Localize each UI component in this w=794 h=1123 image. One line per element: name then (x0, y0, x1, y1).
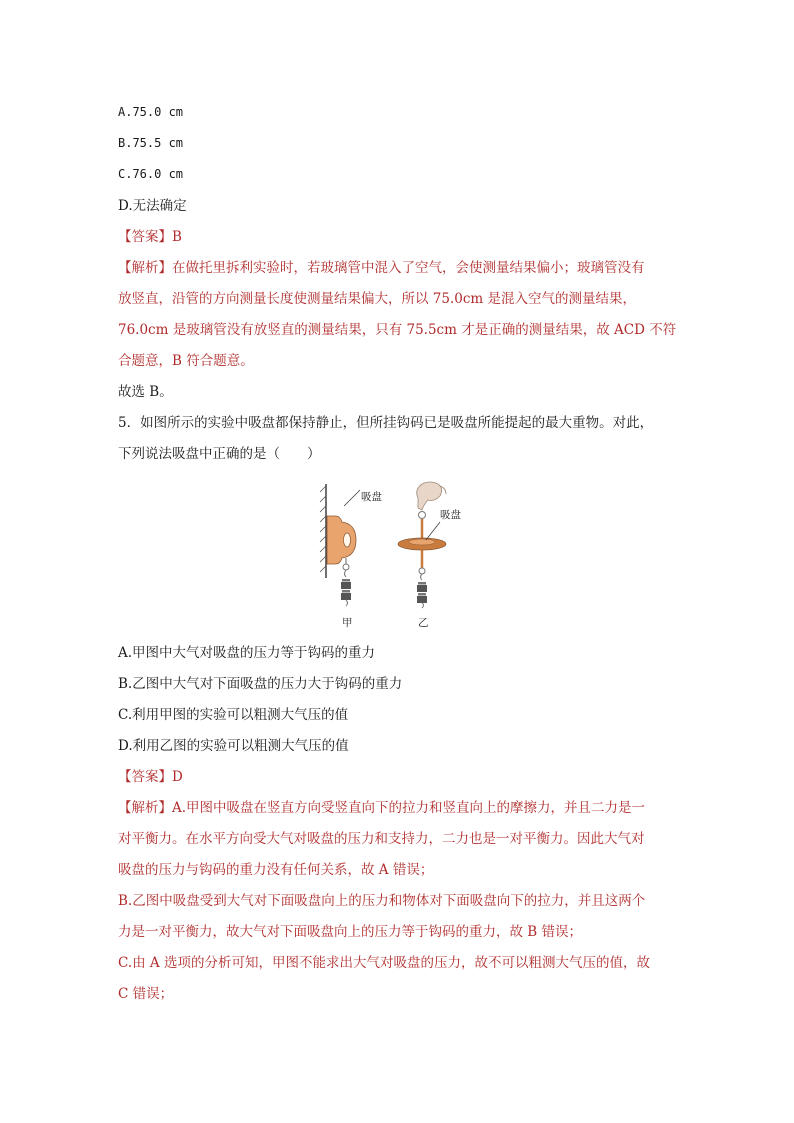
analysis-line-3: 76.0cm 是玻璃管没有放竖直的测量结果，只有 75.5cm 才是正确的测量结果，故 ACD 不符 (118, 322, 677, 338)
analysis-line-2: 放竖直，沿管的方向测量长度使测量结果偏大，所以 75.0cm 是混入空气的测量结果， (118, 291, 637, 307)
left-hook-weights (341, 558, 351, 606)
q5-analysis-label: 【解析】 (118, 800, 172, 816)
left-suction-cup (327, 516, 356, 564)
analysis-label: 【解析】 (118, 260, 172, 276)
option-d: D.无法确定 (118, 198, 187, 214)
conclusion-line: 故选 B。 (118, 384, 173, 400)
q5-option-b: B.乙图中大气对下面吸盘的压力大于钩码的重力 (118, 676, 403, 692)
left-label-pointer (344, 490, 360, 506)
answer-value: B (172, 229, 182, 245)
right-label-pointer (426, 522, 440, 540)
q5-analysis-line-4: B.乙图中吸盘受到大气对下面吸盘向上的压力和物体对下面吸盘向下的拉力，并且这两个 (118, 893, 646, 909)
analysis-line-4: 合题意，B 符合题意。 (118, 353, 254, 369)
answer-line (118, 227, 182, 247)
q5-analysis-text: A.甲图中吸盘在竖直方向受竖直向下的拉力和竖直向上的摩擦力，并且二力是一 (172, 800, 646, 816)
caption-right: 乙 (418, 617, 429, 629)
option-a: A.75.0 cm (118, 105, 184, 119)
option-b: B.75.5 cm (118, 136, 184, 150)
right-suction-cups (398, 512, 446, 569)
q5-analysis-line-2: 对平衡力。在水平方向受大气对吸盘的压力和支持力，二力也是一对平衡力。因此大气对 (118, 831, 645, 847)
hand-icon (417, 482, 446, 510)
right-hook-weights (417, 568, 427, 608)
wall (320, 484, 326, 578)
suction-cup-diagram (318, 478, 488, 633)
analysis-text: 在做托里拆利实验时，若玻璃管中混入了空气，会使测量结果偏小；玻璃管没有 (172, 260, 645, 276)
suction-cup-figure (318, 478, 488, 633)
caption-left: 甲 (342, 617, 353, 629)
q5-option-c: C.利用甲图的实验可以粗测大气压的值 (118, 707, 349, 723)
question-5-stem-line-1: 5．如图所示的实验中吸盘都保持静止，但所挂钩码已是吸盘所能提起的最大重物。对此， (118, 415, 654, 431)
option-c: C.76.0 cm (118, 167, 184, 181)
analysis-line-1 (118, 258, 645, 278)
q5-analysis-line-7: C 错误； (118, 986, 174, 1002)
q5-analysis-line-6: C.由 A 选项的分析可知，甲图不能求出大气对吸盘的压力，故不可以粗测大气压的值，故 (118, 955, 650, 971)
q5-answer-label: 【答案】 (118, 769, 172, 785)
q5-analysis-line-3: 吸盘的压力与钩码的重力没有任何关系，故 A 错误； (118, 862, 434, 878)
right-suction-label: 吸盘 (440, 509, 461, 521)
q5-answer-line (118, 767, 183, 787)
q5-option-d: D.利用乙图的实验可以粗测大气压的值 (118, 738, 349, 754)
left-suction-label: 吸盘 (361, 491, 382, 503)
q5-analysis-line-1 (118, 798, 645, 818)
q5-analysis-line-5: 力是一对平衡力，故大气对下面吸盘向上的压力等于钩码的重力，故 B 错误； (118, 924, 583, 940)
q5-answer-value: D (172, 769, 183, 785)
answer-label: 【答案】 (118, 229, 172, 245)
q5-option-a: A.甲图中大气对吸盘的压力等于钩码的重力 (118, 645, 376, 661)
question-5-stem-line-2: 下列说法吸盘中正确的是（ ） (118, 446, 321, 462)
